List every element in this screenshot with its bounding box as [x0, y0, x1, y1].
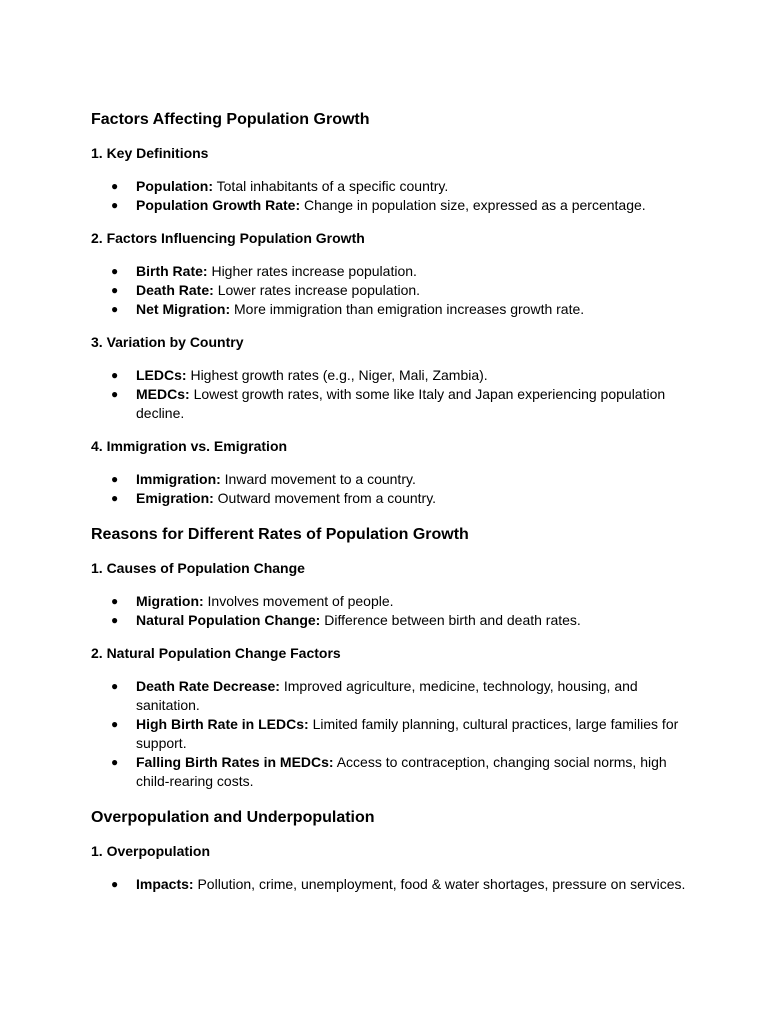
list-item	[91, 385, 691, 423]
definition: Higher rates increase population.	[211, 263, 417, 279]
list-item	[91, 196, 691, 215]
list-item	[91, 281, 691, 300]
term: Death Rate:	[136, 282, 214, 298]
bullet-list	[91, 177, 691, 215]
subsection-causes-of-population-change	[91, 559, 691, 630]
subsection-title: 3. Variation by Country	[91, 334, 244, 350]
term: Death Rate Decrease:	[136, 678, 280, 694]
bullet-list	[91, 470, 691, 508]
section-title: Factors Affecting Population Growth	[91, 111, 370, 128]
section-factors-affecting-population-growth	[91, 109, 691, 508]
bullet-list	[91, 262, 691, 319]
bullet-icon: ●	[111, 679, 119, 693]
bullet-list	[91, 366, 691, 423]
term: Net Migration:	[136, 301, 231, 317]
list-item	[91, 592, 691, 611]
list-item	[91, 715, 691, 753]
bullet-icon: ●	[111, 387, 119, 401]
term: Impacts:	[136, 876, 194, 892]
list-item	[91, 677, 691, 715]
term: Falling Birth Rates in MEDCs:	[136, 754, 334, 770]
section-reasons-for-different-rates	[91, 524, 691, 791]
bullet-list	[91, 677, 691, 791]
subsection-key-definitions	[91, 144, 691, 215]
list-item	[91, 177, 691, 196]
definition: Lower rates increase population.	[217, 282, 421, 298]
bullet-icon: ●	[111, 613, 119, 627]
list-item	[91, 470, 691, 489]
subsection-title: 1. Overpopulation	[91, 843, 211, 859]
subsection-title: 4. Immigration vs. Emigration	[91, 438, 288, 454]
subsection-factors-influencing-population-growth	[91, 229, 691, 319]
term: Migration:	[136, 593, 204, 609]
definition: Change in population size, expressed as a percentage.	[304, 197, 646, 213]
definition: Lowest growth rates, with some like Italy and Japan experiencing population decline.	[136, 386, 666, 421]
list-item	[91, 611, 691, 630]
bullet-icon: ●	[111, 594, 119, 608]
bullet-icon: ●	[111, 755, 119, 769]
term: High Birth Rate in LEDCs:	[136, 716, 309, 732]
definition: Inward movement to a country.	[224, 471, 416, 487]
subsection-variation-by-country	[91, 333, 691, 423]
subsection-title: 1. Causes of Population Change	[91, 560, 305, 576]
term: Birth Rate:	[136, 263, 208, 279]
definition: Difference between birth and death rates.	[324, 612, 581, 628]
definition: Total inhabitants of a specific country.	[216, 178, 449, 194]
definition: Outward movement from a country.	[217, 490, 437, 506]
definition: Improved agriculture, medicine, technology, housing, and sanitation.	[136, 678, 638, 713]
term: Immigration:	[136, 471, 221, 487]
subsection-natural-population-change-factors	[91, 644, 691, 791]
subsection-title: 2. Factors Influencing Population Growth	[91, 230, 365, 246]
list-item	[91, 753, 691, 791]
bullet-icon: ●	[111, 368, 119, 382]
definition: Access to contraception, changing social norms, high child-rearing costs.	[136, 754, 667, 789]
subsection-overpopulation	[91, 842, 691, 894]
bullet-list	[91, 875, 691, 894]
bullet-icon: ●	[111, 198, 119, 212]
definition: More immigration than emigration increases growth rate.	[234, 301, 585, 317]
term: LEDCs:	[136, 367, 187, 383]
term: Population Growth Rate:	[136, 197, 301, 213]
bullet-icon: ●	[111, 283, 119, 297]
term: Population:	[136, 178, 213, 194]
subsection-immigration-vs-emigration	[91, 437, 691, 508]
bullet-icon: ●	[111, 491, 119, 505]
section-overpopulation-and-underpopulation	[91, 807, 691, 894]
bullet-icon: ●	[111, 302, 119, 316]
term: Natural Population Change:	[136, 612, 321, 628]
document-page	[91, 109, 691, 908]
section-title: Reasons for Different Rates of Population Growth	[91, 526, 469, 543]
definition: Pollution, crime, unemployment, food & water shortages, pressure on services.	[197, 876, 686, 892]
definition: Involves movement of people.	[207, 593, 394, 609]
list-item	[91, 300, 691, 319]
bullet-icon: ●	[111, 877, 119, 891]
list-item	[91, 489, 691, 508]
list-item	[91, 875, 691, 894]
bullet-icon: ●	[111, 264, 119, 278]
definition: Limited family planning, cultural practices, large families for support.	[136, 716, 679, 751]
section-title: Overpopulation and Underpopulation	[91, 809, 375, 826]
bullet-icon: ●	[111, 472, 119, 486]
bullet-icon: ●	[111, 179, 119, 193]
bullet-icon: ●	[111, 717, 119, 731]
subsection-title: 1. Key Definitions	[91, 145, 209, 161]
bullet-list	[91, 592, 691, 630]
subsection-title: 2. Natural Population Change Factors	[91, 645, 341, 661]
term: MEDCs:	[136, 386, 190, 402]
list-item	[91, 262, 691, 281]
term: Emigration:	[136, 490, 214, 506]
definition: Highest growth rates (e.g., Niger, Mali, Zambia).	[190, 367, 488, 383]
list-item	[91, 366, 691, 385]
